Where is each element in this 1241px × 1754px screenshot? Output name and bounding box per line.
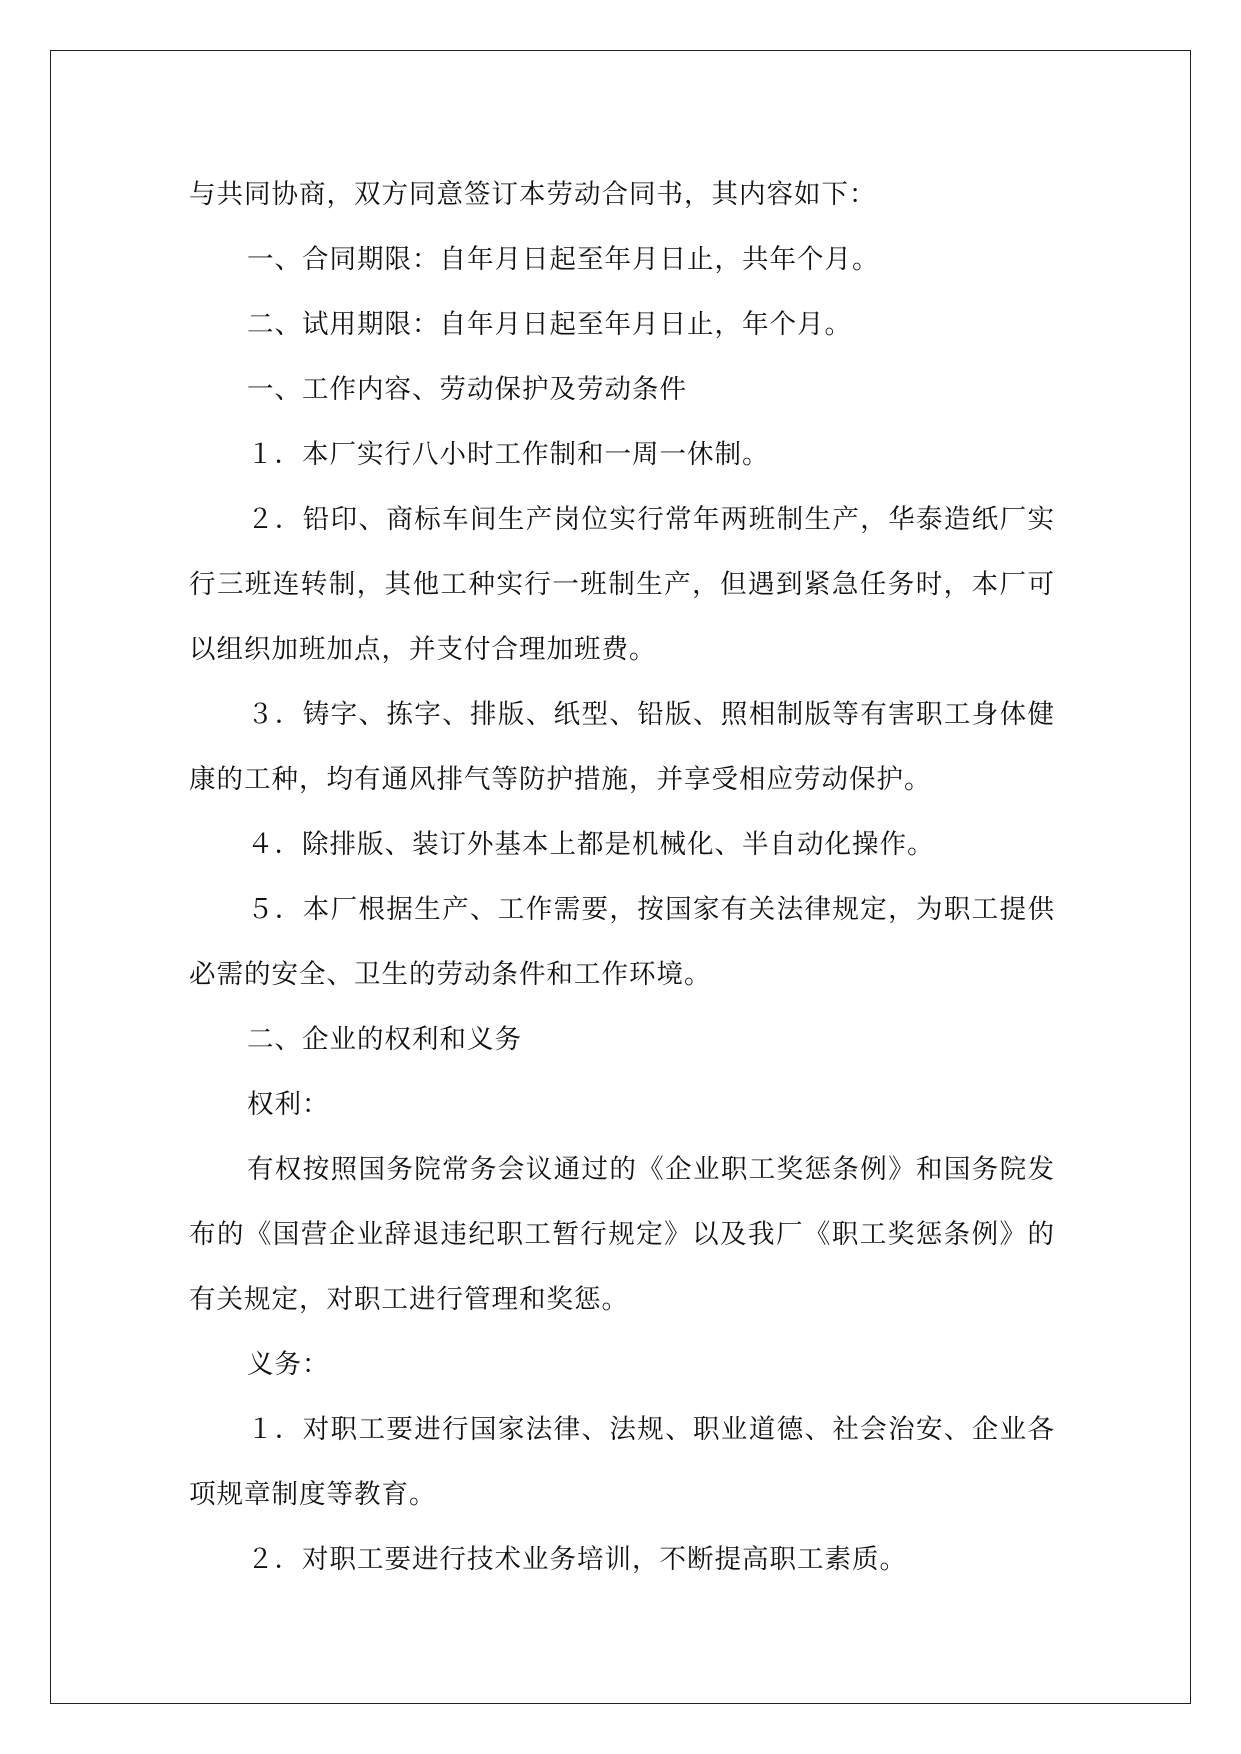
subheading-obligations: 义务：: [247, 1349, 330, 1380]
paragraph-probation-term: 二、试用期限：自年月日起至年月日止，年个月。: [247, 309, 852, 340]
paragraph-contract-term: 一、合同期限：自年月日起至年月日止，共年个月。: [247, 244, 880, 275]
section-heading-work-content: 一、工作内容、劳动保护及劳动条件: [247, 374, 687, 405]
paragraph-item-3: ３．铸字、拣字、排版、纸型、铅版、照相制版等有害职工身体健康的工种，均有通风排气等防护措施，并享受相应劳动保护。: [189, 699, 1055, 795]
document-body: [189, 162, 1055, 1592]
paragraph-item-1: １．本厂实行八小时工作制和一周一休制。: [247, 439, 770, 470]
subheading-rights: 权利：: [247, 1089, 330, 1120]
paragraph-item-4: ４．除排版、装订外基本上都是机械化、半自动化操作。: [247, 829, 935, 860]
paragraph-item-2: ２．铅印、商标车间生产岗位实行常年两班制生产，华泰造纸厂实行三班连转制，其他工种实行一班制生产，但遇到紧急任务时，本厂可以组织加班加点，并支付合理加班费。: [189, 504, 1055, 665]
paragraph-intro: 与共同协商，双方同意签订本劳动合同书，其内容如下：: [189, 179, 877, 210]
paragraph-rights-detail: 有权按照国务院常务会议通过的《企业职工奖惩条例》和国务院发布的《国营企业辞退违纪职工暂行规定》以及我厂《职工奖惩条例》的有关规定，对职工进行管理和奖惩。: [189, 1154, 1055, 1315]
paragraph-item-5: ５．本厂根据生产、工作需要，按国家有关法律规定，为职工提供必需的安全、卫生的劳动条件和工作环境。: [189, 894, 1055, 990]
paragraph-obligation-1: １．对职工要进行国家法律、法规、职业道德、社会治安、企业各项规章制度等教育。: [189, 1414, 1055, 1510]
section-heading-rights-obligations: 二、企业的权利和义务: [247, 1024, 522, 1055]
paragraph-obligation-2: ２．对职工要进行技术业务培训，不断提高职工素质。: [247, 1544, 907, 1575]
